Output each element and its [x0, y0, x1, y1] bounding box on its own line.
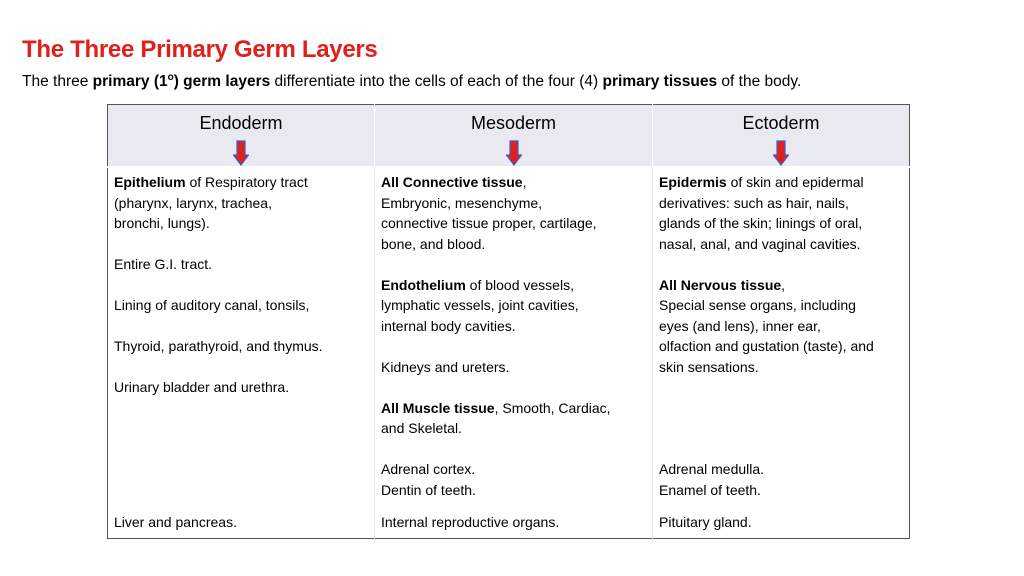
- page-subtitle: [22, 72, 801, 91]
- subtitle-text: differentiate into the cells of each of the four (4): [270, 73, 603, 91]
- endoderm-thyroid: Thyroid, parathyroid, and thymus.: [114, 338, 323, 354]
- table-header-row: [108, 105, 910, 168]
- ectoderm-adrenal-medulla: Adrenal medulla. Enamel of teeth.: [659, 461, 765, 498]
- down-arrow-icon: [773, 140, 789, 166]
- mesoderm-adrenal-cortex: Adrenal cortex. Dentin of teeth.: [381, 461, 476, 498]
- subtitle-bold-primary: primary (1$^o$) germ layers: [92, 72, 271, 91]
- endoderm-epithelium: Epithelium of Respiratory tract (pharynx, larynx, trachea, bronchi, lungs).: [114, 174, 308, 231]
- header-endoderm: [108, 105, 375, 168]
- mesoderm-connective: All Connective tissue, Embryonic, mesenchyme, connective tissue proper, cartilage, bone, and blood.: [381, 174, 597, 252]
- header-label: Endoderm: [199, 113, 283, 133]
- germ-layers-table: [107, 104, 910, 539]
- header-label: Ectoderm: [742, 113, 820, 133]
- header-label: Mesoderm: [470, 113, 557, 133]
- ectoderm-nervous: All Nervous tissue, Special sense organs, including eyes (and lens), inner ear, olfaction and gustation (taste), and skin sensations.: [659, 276, 874, 375]
- endoderm-liver: Liver and pancreas.: [114, 513, 237, 530]
- subtitle-text: of the body.: [717, 73, 802, 91]
- endoderm-urinary: Urinary bladder and urethra.: [114, 379, 290, 395]
- mesoderm-muscle: All Muscle tissue, Smooth, Cardiac, and Skeletal.: [381, 399, 611, 436]
- down-arrow-icon: [233, 140, 249, 166]
- page-title: The Three Primary Germ Layers: [22, 36, 378, 63]
- mesoderm-kidneys: Kidneys and ureters.: [381, 358, 510, 375]
- header-ectoderm: [653, 105, 910, 168]
- mesoderm-reproductive: Internal reproductive organs.: [381, 513, 560, 530]
- degree-superscript: o: [167, 72, 174, 83]
- mesoderm-endothelium: Endothelium of blood vessels, lymphatic vessels, joint cavities, internal body cavities.: [381, 276, 579, 334]
- ectoderm-epidermis: Epidermis of skin and epidermal derivatives: such as hair, nails, glands of the skin; linings of oral, nasal, anal, and vaginal cavities.: [659, 174, 864, 252]
- endoderm-gi-tract: Entire G.I. tract.: [114, 256, 213, 272]
- endoderm-cell: [108, 167, 375, 539]
- down-arrow-icon: [506, 140, 522, 166]
- header-mesoderm: [375, 105, 653, 168]
- ectoderm-pituitary: Pituitary gland.: [659, 513, 752, 530]
- mesoderm-cell: [375, 167, 653, 539]
- subtitle-bold-tissues: primary tissues: [602, 73, 718, 91]
- ectoderm-cell: [653, 167, 910, 539]
- table-row: [108, 167, 910, 539]
- subtitle-text: The three: [22, 73, 93, 91]
- endoderm-auditory-lining: Lining of auditory canal, tonsils,: [114, 297, 310, 313]
